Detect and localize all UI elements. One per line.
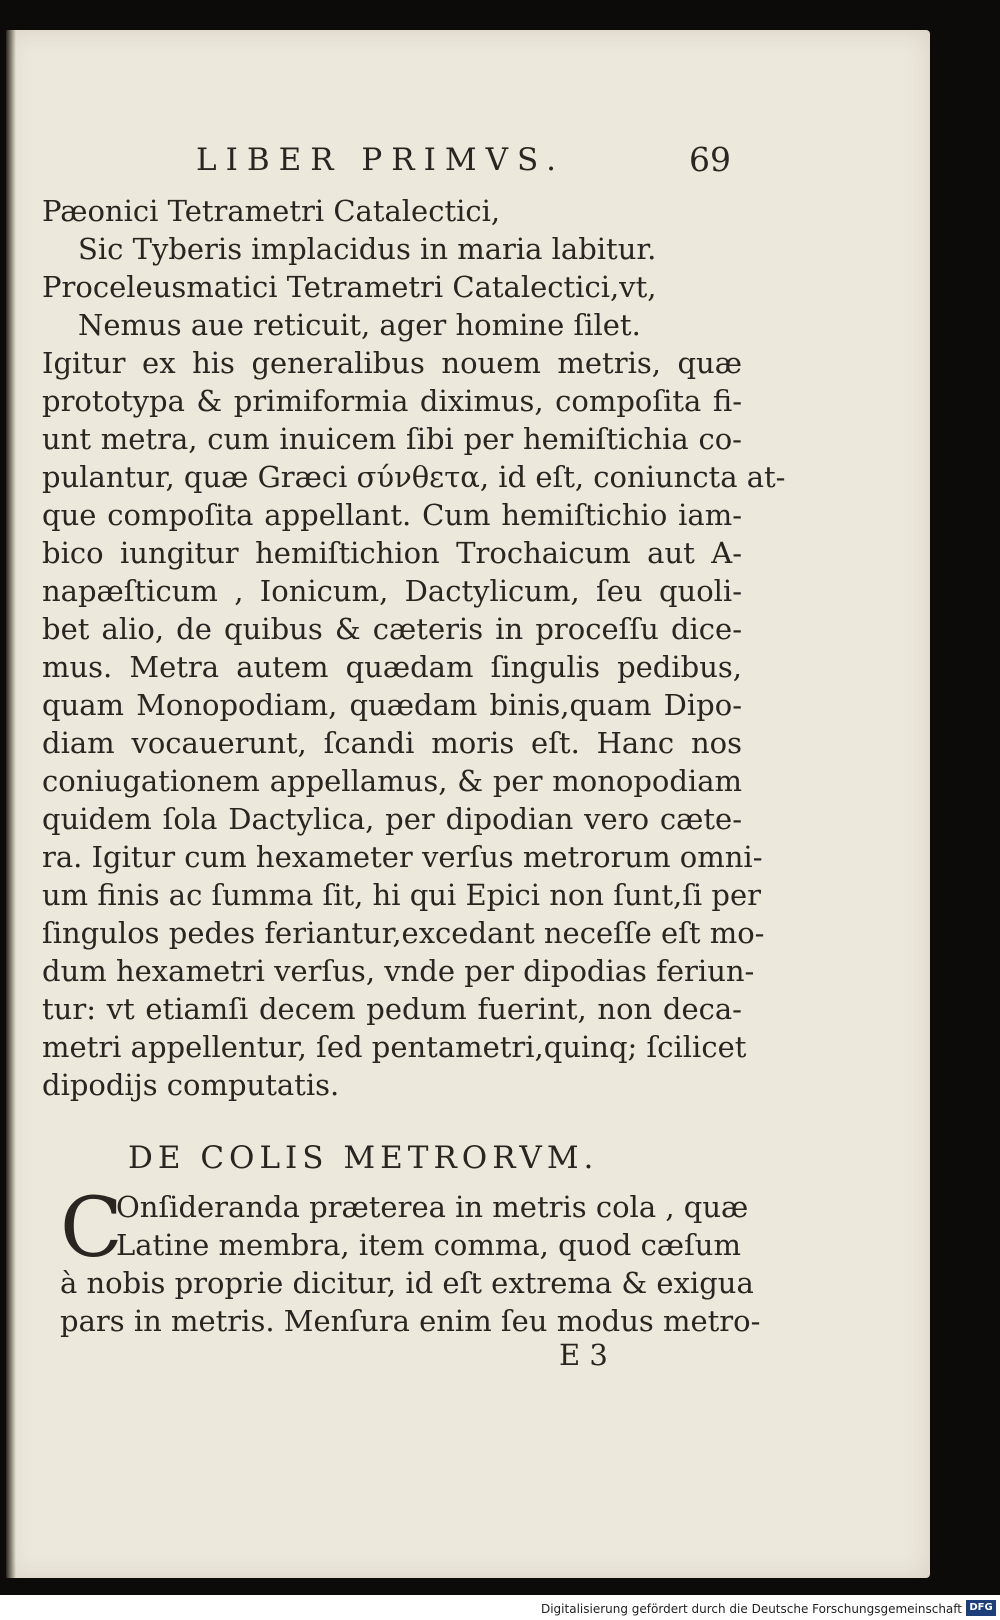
running-head: LIBER PRIMVS.: [196, 142, 565, 178]
text-line: quidem ſola Dactylica, per dipodian vero cæte-: [42, 802, 742, 836]
main-text-block: [42, 192, 786, 1104]
drop-cap-initial: C: [60, 1181, 123, 1276]
text-line: napæſticum , Ionicum, Dactylicum, ſeu quoli-: [42, 574, 742, 608]
verse-example-line: Sic Tyberis implacidus in maria labitur.: [78, 232, 657, 266]
text-line: bet alio, de quibus & cæteris in proceſſu dice-: [42, 612, 742, 646]
text-line: metri appellentur, ſed pentametri,quinq; ſcilicet: [42, 1030, 747, 1064]
text-line: unt metra, cum inuicem ſibi per hemiſtichia co-: [42, 422, 742, 456]
text-line: Onſideranda præterea in metris cola , quæ: [116, 1190, 749, 1224]
text-line: ſingulos pedes feriantur,excedant neceſſe eſt mo-: [42, 916, 765, 950]
text-line: que compoſita appellant. Cum hemiſtichio iam-: [42, 498, 742, 532]
verse-example-line: Nemus aue reticuit, ager homine ſilet.: [78, 308, 641, 342]
text-line: Pæonici Tetrametri Catalectici,: [42, 194, 501, 228]
text-line: bico iungitur hemiſtichion Trochaicum aut A-: [42, 536, 742, 570]
page-gutter-shadow: [6, 30, 16, 1578]
section-heading: DE COLIS METRORVM.: [128, 1140, 599, 1176]
signature-mark: E 3: [559, 1338, 608, 1372]
text-line: Igitur ex his generalibus nouem metris, quæ: [42, 346, 742, 380]
text-line: à nobis proprie dicitur, id eſt extrema & exigua: [60, 1266, 754, 1300]
text-line: prototypa & primiformia diximus, compoſita fi-: [42, 384, 742, 418]
book-page: [6, 30, 930, 1578]
text-line: tur: vt etiamſi decem pedum fuerint, non deca-: [42, 992, 742, 1026]
text-line: dum hexametri verſus, vnde per dipodias feriun-: [42, 954, 755, 988]
text-line: ra. Igitur cum hexameter verſus metrorum omni-: [42, 840, 763, 874]
text-line: mus. Metra autem quædam ſingulis pedibus,: [42, 650, 742, 684]
text-line: pulantur, quæ Græci σύνθετα, id eſt, coniuncta at-: [42, 460, 786, 494]
text-line: diam vocauerunt, ſcandi moris eſt. Hanc nos: [42, 726, 742, 760]
dfg-logo: DFG: [966, 1600, 996, 1616]
digitization-credit: Digitalisierung gefördert durch die Deutsche Forschungsgemeinschaft: [540, 1602, 962, 1616]
text-line: Latine membra, item comma, quod cæſum: [116, 1228, 741, 1262]
text-line: um finis ac ſumma ſit, hi qui Epici non ſunt,ſi per: [42, 878, 762, 912]
text-line: quam Monopodiam, quædam binis,quam Dipo-: [42, 688, 742, 722]
section-paragraph: [60, 1181, 761, 1340]
text-line: pars in metris. Menſura enim ſeu modus metro-: [60, 1304, 761, 1338]
page-number: 69: [689, 140, 731, 179]
text-line: coniugationem appellamus, & per monopodiam: [42, 764, 742, 798]
text-line: dipodijs computatis.: [42, 1068, 340, 1102]
text-line: Proceleusmatici Tetrametri Catalectici,vt,: [42, 270, 657, 304]
